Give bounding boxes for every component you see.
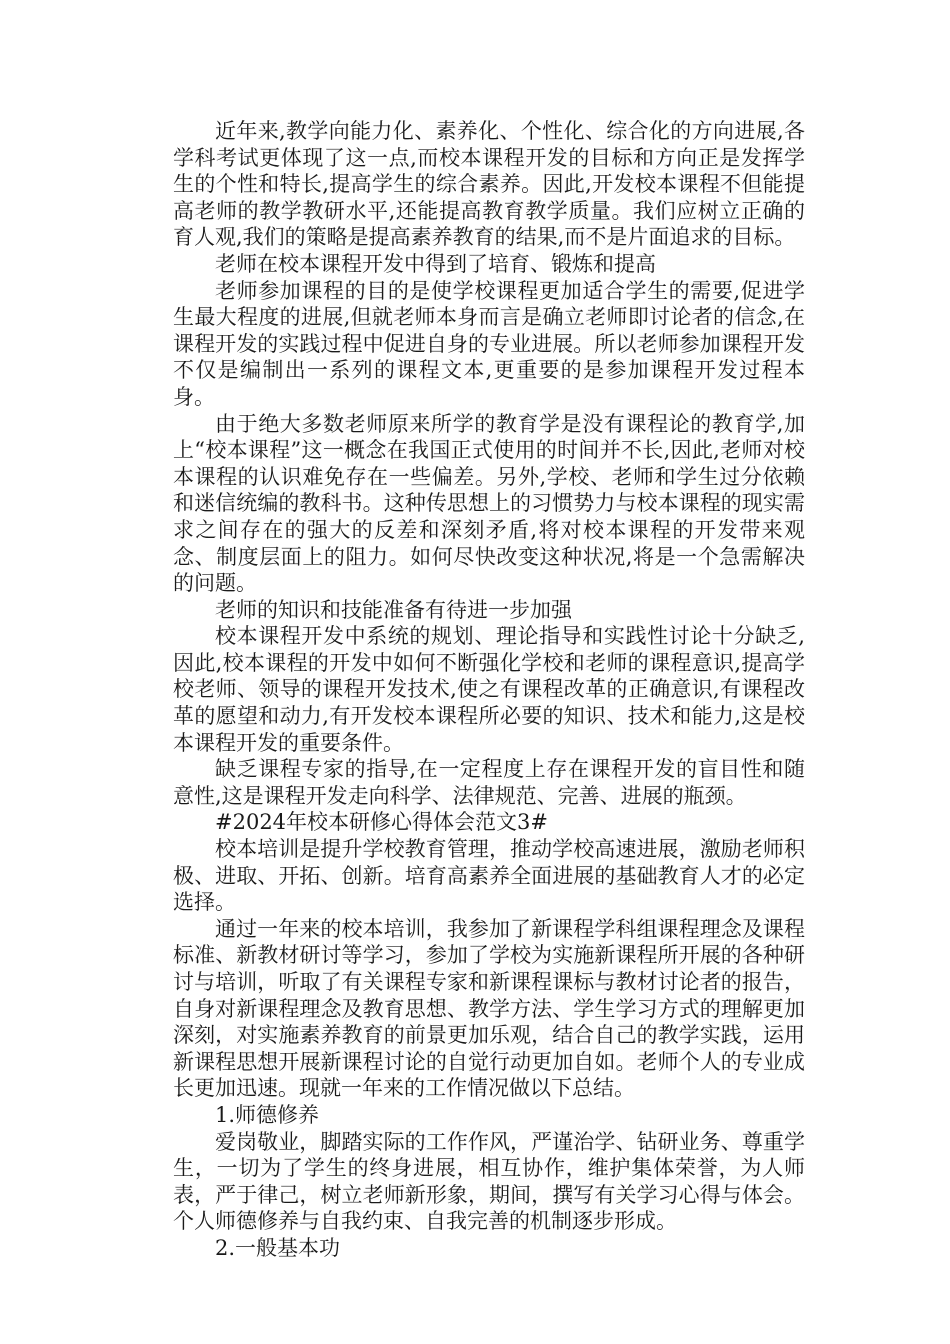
paragraph: 通过一年来的校本培训，我参加了新课程学科组课程理念及课程标准、新教材研讨等学习，参加了学校为实施新课程所开展的各种研讨与培训，听取了有关课程专家和新课程课标与教材讨论者的报告，自身对新课程理念及教育思想、教学方法、学生学习方式的理解更加深刻，对实施素养教育的前景更加乐观，结合自己的教学实践，运用新课程思想开展新课程讨论的自觉行动更加自如。老师个人的专业成长更加迅速。现就一年来的工作情况做以下总结。 <box>173 916 805 1101</box>
article-title: #2024年校本研修心得体会范文3# <box>215 810 548 835</box>
paragraph: 近年来,教学向能力化、素养化、个性化、综合化的方向进展,各学科考试更体现了这一点,而校本课程开发的目标和方向正是发挥学生的个性和特长,提高学生的综合素养。因此,开发校本课程不但能提高老师的教学教研水平,还能提高教育教学质量。我们应树立正确的育人观,我们的策略是提高素养教育的结果,而不是片面追求的目标。 <box>173 119 805 250</box>
section-heading: 老师的知识和技能准备有待进一步加强 <box>215 597 572 622</box>
section-heading: 1.师德修养 <box>215 1102 320 1127</box>
paragraph: 由于绝大多数老师原来所学的教育学是没有课程论的教育学,加上“校本课程”这一概念在我国正式使用的时间并不长,因此,老师对校本课程的认识难免存在一些偏差。另外,学校、老师和学生过分依赖和迷信统编的教科书。这种传思想上的习惯势力与校本课程的现实需求之间存在的强大的反差和深刻矛盾,将对校本课程的开发带来观念、制度层面上的阻力。如何尽快改变这种状况,将是一个急需解决的问题。 <box>173 411 805 596</box>
document-body <box>173 118 805 1262</box>
paragraph: 缺乏课程专家的指导,在一定程度上存在课程开发的盲目性和随意性,这是课程开发走向科学、法律规范、完善、进展的瓶颈。 <box>173 757 805 808</box>
paragraph: 校本课程开发中系统的规划、理论指导和实践性讨论十分缺乏,因此,校本课程的开发中如何不断强化学校和老师的课程意识,提高学校老师、领导的课程开发技术,使之有课程改革的正确意识,有课程改革的愿望和动力,有开发校本课程所必要的知识、技术和能力,这是校本课程开发的重要条件。 <box>173 624 805 755</box>
paragraph: 爱岗敬业，脚踏实际的工作作风，严谨治学、钻研业务、尊重学生，一切为了学生的终身进展，相互协作，维护集体荣誉，为人师表，严于律己，树立老师新形象，期间，撰写有关学习心得与体会。个人师德修养与自我约束、自我完善的机制逐步形成。 <box>173 1129 805 1234</box>
section-heading: 2.一般基本功 <box>215 1235 341 1260</box>
section-heading: 老师在校本课程开发中得到了培育、锻炼和提高 <box>215 251 656 276</box>
paragraph: 老师参加课程的目的是使学校课程更加适合学生的需要,促进学生最大程度的进展,但就老师本身而言是确立老师即讨论者的信念,在课程开发的实践过程中促进自身的专业进展。所以老师参加课程开发不仅是编制出一系列的课程文本,更重要的是参加课程开发过程本身。 <box>173 278 805 409</box>
paragraph: 校本培训是提升学校教育管理，推动学校高速进展，激励老师积极、进取、开拓、创新。培育高素养全面进展的基础教育人才的必定选择。 <box>173 837 805 915</box>
